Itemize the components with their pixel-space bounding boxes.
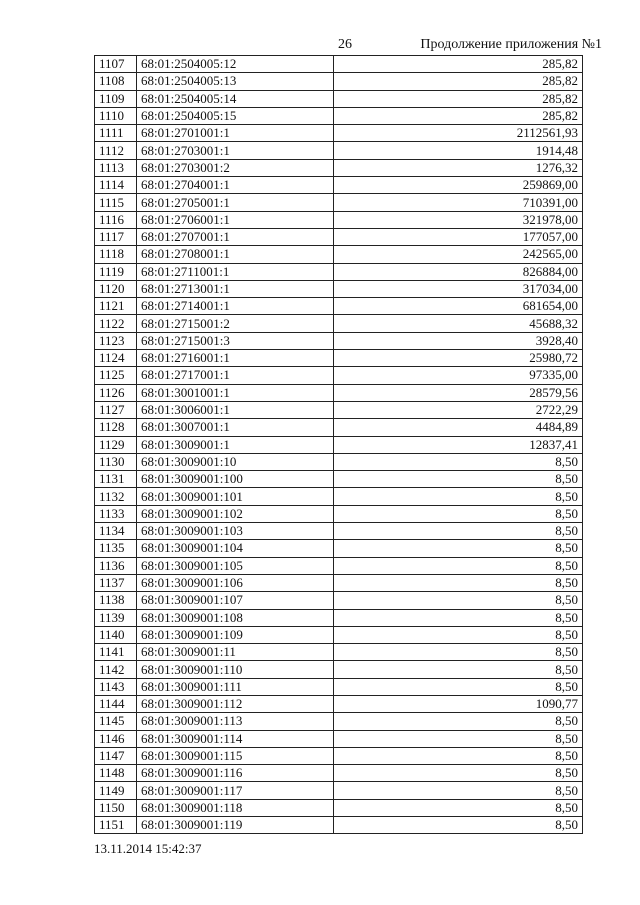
table-row [95, 125, 583, 142]
cadastral-number-cell: 68:01:3009001:11 [137, 644, 334, 661]
cadastral-number-cell: 68:01:2704001:1 [137, 177, 334, 194]
value-cell: 2112561,93 [334, 125, 583, 142]
value-cell: 681654,00 [334, 298, 583, 315]
row-number-cell: 1124 [95, 350, 137, 367]
row-number-cell: 1137 [95, 574, 137, 591]
cadastral-number-cell: 68:01:3009001:100 [137, 471, 334, 488]
table-row [95, 644, 583, 661]
value-cell: 317034,00 [334, 280, 583, 297]
cadastral-number-cell: 68:01:3009001:118 [137, 799, 334, 816]
value-cell: 8,50 [334, 471, 583, 488]
table-row [95, 592, 583, 609]
value-cell: 8,50 [334, 453, 583, 470]
value-cell: 8,50 [334, 799, 583, 816]
cadastral-number-cell: 68:01:3009001:110 [137, 661, 334, 678]
value-cell: 3928,40 [334, 332, 583, 349]
appendix-caption: Продолжение приложения №1 [420, 37, 602, 52]
value-cell: 285,82 [334, 73, 583, 90]
table-row [95, 211, 583, 228]
cadastral-number-cell: 68:01:3009001:102 [137, 505, 334, 522]
value-cell: 285,82 [334, 107, 583, 124]
row-number-cell: 1132 [95, 488, 137, 505]
cadastral-number-cell: 68:01:3009001:109 [137, 626, 334, 643]
row-number-cell: 1138 [95, 592, 137, 609]
table-row [95, 609, 583, 626]
table-row [95, 107, 583, 124]
value-cell: 8,50 [334, 782, 583, 799]
value-cell: 8,50 [334, 644, 583, 661]
table-row [95, 471, 583, 488]
cadastral-number-cell: 68:01:3009001:114 [137, 730, 334, 747]
table-row [95, 782, 583, 799]
value-cell: 321978,00 [334, 211, 583, 228]
cadastral-number-cell: 68:01:3009001:117 [137, 782, 334, 799]
table-row [95, 332, 583, 349]
table-row [95, 142, 583, 159]
row-number-cell: 1142 [95, 661, 137, 678]
row-number-cell: 1130 [95, 453, 137, 470]
table-row [95, 159, 583, 176]
table-row [95, 246, 583, 263]
row-number-cell: 1119 [95, 263, 137, 280]
row-number-cell: 1133 [95, 505, 137, 522]
value-cell: 1914,48 [334, 142, 583, 159]
cadastral-number-cell: 68:01:3009001:105 [137, 557, 334, 574]
row-number-cell: 1128 [95, 419, 137, 436]
value-cell: 242565,00 [334, 246, 583, 263]
page-header [0, 36, 640, 54]
cadastral-number-cell: 68:01:3009001:10 [137, 453, 334, 470]
row-number-cell: 1134 [95, 523, 137, 540]
cadastral-number-cell: 68:01:2713001:1 [137, 280, 334, 297]
value-cell: 285,82 [334, 56, 583, 73]
row-number-cell: 1146 [95, 730, 137, 747]
cadastral-number-cell: 68:01:2706001:1 [137, 211, 334, 228]
value-cell: 259869,00 [334, 177, 583, 194]
row-number-cell: 1107 [95, 56, 137, 73]
value-cell: 285,82 [334, 90, 583, 107]
cadastral-number-cell: 68:01:2504005:12 [137, 56, 334, 73]
cadastral-number-cell: 68:01:2701001:1 [137, 125, 334, 142]
cadastral-number-cell: 68:01:3001001:1 [137, 384, 334, 401]
table-row [95, 367, 583, 384]
value-cell: 45688,32 [334, 315, 583, 332]
value-cell: 8,50 [334, 557, 583, 574]
value-cell: 8,50 [334, 609, 583, 626]
cadastral-number-cell: 68:01:3007001:1 [137, 419, 334, 436]
print-timestamp: 13.11.2014 15:42:37 [94, 841, 202, 856]
cadastral-number-cell: 68:01:2714001:1 [137, 298, 334, 315]
row-number-cell: 1122 [95, 315, 137, 332]
table-row [95, 574, 583, 591]
value-cell: 28579,56 [334, 384, 583, 401]
table-row [95, 799, 583, 816]
table-row [95, 523, 583, 540]
cadastral-number-cell: 68:01:3009001:116 [137, 765, 334, 782]
table-row [95, 263, 583, 280]
table-row [95, 695, 583, 712]
value-cell: 8,50 [334, 765, 583, 782]
table-row [95, 419, 583, 436]
row-number-cell: 1113 [95, 159, 137, 176]
row-number-cell: 1110 [95, 107, 137, 124]
row-number-cell: 1126 [95, 384, 137, 401]
row-number-cell: 1129 [95, 436, 137, 453]
table-row [95, 626, 583, 643]
value-cell: 12837,41 [334, 436, 583, 453]
cadastral-number-cell: 68:01:3009001:1 [137, 436, 334, 453]
table-row [95, 90, 583, 107]
table-row [95, 315, 583, 332]
cadastral-number-cell: 68:01:2703001:1 [137, 142, 334, 159]
cadastral-number-cell: 68:01:2708001:1 [137, 246, 334, 263]
table-row [95, 56, 583, 73]
value-cell: 97335,00 [334, 367, 583, 384]
row-number-cell: 1112 [95, 142, 137, 159]
cadastral-number-cell: 68:01:3009001:106 [137, 574, 334, 591]
row-number-cell: 1135 [95, 540, 137, 557]
table-row [95, 177, 583, 194]
table-row [95, 298, 583, 315]
row-number-cell: 1118 [95, 246, 137, 263]
table-row [95, 661, 583, 678]
cadastral-number-cell: 68:01:3009001:115 [137, 747, 334, 764]
cadastral-number-cell: 68:01:3009001:101 [137, 488, 334, 505]
value-cell: 8,50 [334, 730, 583, 747]
cadastral-number-cell: 68:01:3009001:113 [137, 713, 334, 730]
cadastral-number-cell: 68:01:3009001:104 [137, 540, 334, 557]
cadastral-number-cell: 68:01:2711001:1 [137, 263, 334, 280]
table-row [95, 194, 583, 211]
table-row [95, 730, 583, 747]
cadastral-number-cell: 68:01:2504005:13 [137, 73, 334, 90]
table-row [95, 228, 583, 245]
row-number-cell: 1108 [95, 73, 137, 90]
value-cell: 177057,00 [334, 228, 583, 245]
table-body [95, 56, 583, 834]
table-row [95, 713, 583, 730]
row-number-cell: 1143 [95, 678, 137, 695]
cadastral-number-cell: 68:01:3006001:1 [137, 401, 334, 418]
row-number-cell: 1140 [95, 626, 137, 643]
cadastral-number-cell: 68:01:3009001:111 [137, 678, 334, 695]
cadastral-number-cell: 68:01:2707001:1 [137, 228, 334, 245]
cadastral-number-cell: 68:01:2705001:1 [137, 194, 334, 211]
value-cell: 1090,77 [334, 695, 583, 712]
table-row [95, 505, 583, 522]
row-number-cell: 1123 [95, 332, 137, 349]
value-cell: 8,50 [334, 747, 583, 764]
table-row [95, 280, 583, 297]
value-cell: 8,50 [334, 817, 583, 834]
row-number-cell: 1114 [95, 177, 137, 194]
cadastral-value-table [94, 55, 583, 834]
table-row [95, 384, 583, 401]
table-row [95, 817, 583, 834]
value-cell: 8,50 [334, 488, 583, 505]
table-row [95, 488, 583, 505]
value-cell: 8,50 [334, 661, 583, 678]
table-row [95, 557, 583, 574]
value-cell: 8,50 [334, 523, 583, 540]
row-number-cell: 1151 [95, 817, 137, 834]
table-row [95, 678, 583, 695]
value-cell: 8,50 [334, 540, 583, 557]
value-cell: 8,50 [334, 505, 583, 522]
row-number-cell: 1148 [95, 765, 137, 782]
value-cell: 8,50 [334, 592, 583, 609]
row-number-cell: 1141 [95, 644, 137, 661]
row-number-cell: 1127 [95, 401, 137, 418]
cadastral-number-cell: 68:01:2703001:2 [137, 159, 334, 176]
row-number-cell: 1121 [95, 298, 137, 315]
table-row [95, 453, 583, 470]
row-number-cell: 1116 [95, 211, 137, 228]
cadastral-number-cell: 68:01:2715001:3 [137, 332, 334, 349]
value-cell: 2722,29 [334, 401, 583, 418]
table-row [95, 401, 583, 418]
value-cell: 8,50 [334, 678, 583, 695]
table-row [95, 540, 583, 557]
value-cell: 8,50 [334, 713, 583, 730]
table-row [95, 747, 583, 764]
cadastral-number-cell: 68:01:3009001:108 [137, 609, 334, 626]
row-number-cell: 1120 [95, 280, 137, 297]
page-number: 26 [338, 37, 352, 52]
cadastral-number-cell: 68:01:2504005:15 [137, 107, 334, 124]
row-number-cell: 1144 [95, 695, 137, 712]
value-cell: 8,50 [334, 574, 583, 591]
row-number-cell: 1131 [95, 471, 137, 488]
value-cell: 4484,89 [334, 419, 583, 436]
row-number-cell: 1115 [95, 194, 137, 211]
row-number-cell: 1117 [95, 228, 137, 245]
row-number-cell: 1109 [95, 90, 137, 107]
cadastral-number-cell: 68:01:3009001:112 [137, 695, 334, 712]
row-number-cell: 1139 [95, 609, 137, 626]
value-cell: 25980,72 [334, 350, 583, 367]
row-number-cell: 1125 [95, 367, 137, 384]
value-cell: 1276,32 [334, 159, 583, 176]
value-cell: 8,50 [334, 626, 583, 643]
cadastral-number-cell: 68:01:2717001:1 [137, 367, 334, 384]
value-cell: 710391,00 [334, 194, 583, 211]
row-number-cell: 1150 [95, 799, 137, 816]
table-row [95, 350, 583, 367]
table-row [95, 765, 583, 782]
row-number-cell: 1147 [95, 747, 137, 764]
cadastral-number-cell: 68:01:2716001:1 [137, 350, 334, 367]
cadastral-number-cell: 68:01:2715001:2 [137, 315, 334, 332]
row-number-cell: 1145 [95, 713, 137, 730]
row-number-cell: 1111 [95, 125, 137, 142]
table-row [95, 436, 583, 453]
row-number-cell: 1136 [95, 557, 137, 574]
cadastral-number-cell: 68:01:3009001:107 [137, 592, 334, 609]
table-row [95, 73, 583, 90]
cadastral-number-cell: 68:01:2504005:14 [137, 90, 334, 107]
row-number-cell: 1149 [95, 782, 137, 799]
value-cell: 826884,00 [334, 263, 583, 280]
cadastral-number-cell: 68:01:3009001:119 [137, 817, 334, 834]
cadastral-number-cell: 68:01:3009001:103 [137, 523, 334, 540]
